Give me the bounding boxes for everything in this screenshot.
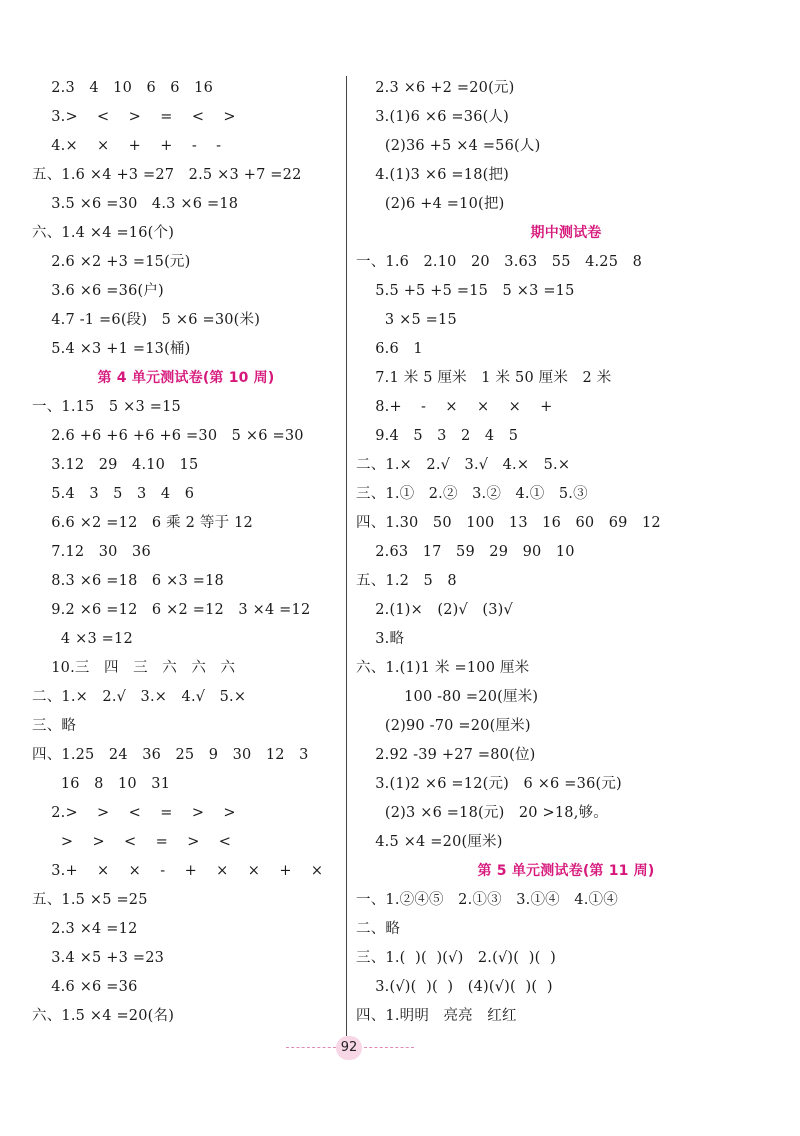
answer-line: 8.3 ×6 =18 6 ×3 =18 bbox=[32, 573, 224, 589]
footer-rule-left bbox=[286, 1047, 336, 1048]
section-heading: 期中测试卷 bbox=[530, 225, 602, 241]
answer-line: 4.5 ×4 =20(厘米) bbox=[356, 834, 503, 850]
answer-line: 六、1.4 ×4 =16(个) bbox=[32, 225, 175, 241]
answer-line: 二、1.× 2.√ 3.× 4.√ 5.× bbox=[32, 689, 247, 705]
answer-line: (2)3 ×6 =18(元) 20 >18,够。 bbox=[356, 805, 608, 821]
answer-line: 8.+ - × × × + bbox=[356, 399, 553, 415]
footer-rule-right bbox=[364, 1047, 414, 1048]
answer-line: 2.3 4 10 6 6 16 bbox=[32, 80, 214, 96]
answer-line: 4.(1)3 ×6 =18(把) bbox=[356, 167, 510, 183]
answer-line: 五、1.6 ×4 +3 =27 2.5 ×3 +7 =22 bbox=[32, 167, 302, 183]
answer-line: 2.63 17 59 29 90 10 bbox=[356, 544, 575, 560]
section-heading: 第 5 单元测试卷(第 11 周) bbox=[477, 863, 655, 879]
answer-line: 3.+ × × - + × × + × bbox=[32, 863, 324, 879]
answer-line: 2.> > < = > > bbox=[32, 805, 236, 821]
answer-line: 一、1.6 2.10 20 3.63 55 4.25 8 bbox=[356, 254, 643, 270]
answer-line: 4 ×3 =12 bbox=[32, 631, 133, 647]
column-divider bbox=[346, 76, 347, 1036]
answer-line: 6.6 1 bbox=[356, 341, 423, 357]
answer-line: (2)36 +5 ×4 =56(人) bbox=[356, 138, 541, 154]
section-heading: 第 4 单元测试卷(第 10 周) bbox=[97, 370, 275, 386]
answer-line: 5.4 ×3 +1 =13(桶) bbox=[32, 341, 191, 357]
answer-line: 5.4 3 5 3 4 6 bbox=[32, 486, 195, 502]
answer-line: 5.5 +5 +5 =15 5 ×3 =15 bbox=[356, 283, 575, 299]
answer-line: 二、1.× 2.√ 3.√ 4.× 5.× bbox=[356, 457, 571, 473]
answer-line: 4.7 -1 =6(段) 5 ×6 =30(米) bbox=[32, 312, 261, 328]
answer-line: 六、1.5 ×4 =20(名) bbox=[32, 1008, 175, 1024]
answer-line: 100 -80 =20(厘米) bbox=[356, 689, 539, 705]
answer-line: 一、1.15 5 ×3 =15 bbox=[32, 399, 181, 415]
left-column bbox=[32, 74, 340, 1031]
answer-line: 3.略 bbox=[356, 631, 405, 647]
answer-line: (2)6 +4 =10(把) bbox=[356, 196, 505, 212]
answer-line: 3.12 29 4.10 15 bbox=[32, 457, 199, 473]
answer-line: (2)90 -70 =20(厘米) bbox=[356, 718, 531, 734]
answer-line: 2.6 ×2 +3 =15(元) bbox=[32, 254, 191, 270]
answer-line: 3.6 ×6 =36(户) bbox=[32, 283, 164, 299]
answer-line: 一、1.②④⑤ 2.①③ 3.①④ 4.①④ bbox=[356, 892, 618, 908]
answer-line: 3.5 ×6 =30 4.3 ×6 =18 bbox=[32, 196, 239, 212]
answer-line: 五、1.5 ×5 =25 bbox=[32, 892, 148, 908]
answer-line: 2.3 ×6 +2 =20(元) bbox=[356, 80, 515, 96]
answer-line: 3.(1)6 ×6 =36(人) bbox=[356, 109, 510, 125]
answer-line: 三、1.( )( )(√) 2.(√)( )( ) bbox=[356, 950, 556, 966]
answer-line: 3 ×5 =15 bbox=[356, 312, 457, 328]
answer-line: 16 8 10 31 bbox=[32, 776, 171, 792]
answer-line: 9.2 ×6 =12 6 ×2 =12 3 ×4 =12 bbox=[32, 602, 311, 618]
answer-line: 二、略 bbox=[356, 921, 401, 937]
answer-line: 6.6 ×2 =12 6 乘 2 等于 12 bbox=[32, 515, 253, 531]
answer-line: 7.1 米 5 厘米 1 米 50 厘米 2 米 bbox=[356, 370, 612, 386]
answer-line: 三、略 bbox=[32, 718, 77, 734]
answer-line: 2.92 -39 +27 =80(位) bbox=[356, 747, 536, 763]
answer-line: 三、1.① 2.② 3.② 4.① 5.③ bbox=[356, 486, 588, 502]
answer-line: 2.6 +6 +6 +6 +6 =30 5 ×6 =30 bbox=[32, 428, 304, 444]
answer-line: 六、1.(1)1 米 =100 厘米 bbox=[356, 660, 530, 676]
answer-line: 4.6 ×6 =36 bbox=[32, 979, 138, 995]
answer-line: 五、1.2 5 8 bbox=[356, 573, 457, 589]
answer-line: 四、1.明明 亮亮 红红 bbox=[356, 1008, 517, 1024]
answer-line: 3.> < > = < > bbox=[32, 109, 236, 125]
answer-line: 3.4 ×5 +3 =23 bbox=[32, 950, 165, 966]
answer-line: 3.(1)2 ×6 =12(元) 6 ×6 =36(元) bbox=[356, 776, 622, 792]
answer-line: 4.× × + + - - bbox=[32, 138, 222, 154]
page-number: 92 bbox=[336, 1036, 362, 1060]
right-column bbox=[356, 74, 776, 1031]
answer-line: 2.3 ×4 =12 bbox=[32, 921, 138, 937]
answer-line: 9.4 5 3 2 4 5 bbox=[356, 428, 519, 444]
answer-line: 3.(√)( )( ) (4)(√)( )( ) bbox=[356, 979, 553, 995]
answer-line: 2.(1)× (2)√ (3)√ bbox=[356, 602, 513, 618]
answer-line: > > < = > < bbox=[32, 834, 232, 850]
answer-line: 10.三 四 三 六 六 六 bbox=[32, 660, 236, 676]
page-footer bbox=[0, 1036, 800, 1060]
answer-line: 7.12 30 36 bbox=[32, 544, 151, 560]
answer-line: 四、1.30 50 100 13 16 60 69 12 bbox=[356, 515, 661, 531]
answer-line: 四、1.25 24 36 25 9 30 12 3 bbox=[32, 747, 309, 763]
